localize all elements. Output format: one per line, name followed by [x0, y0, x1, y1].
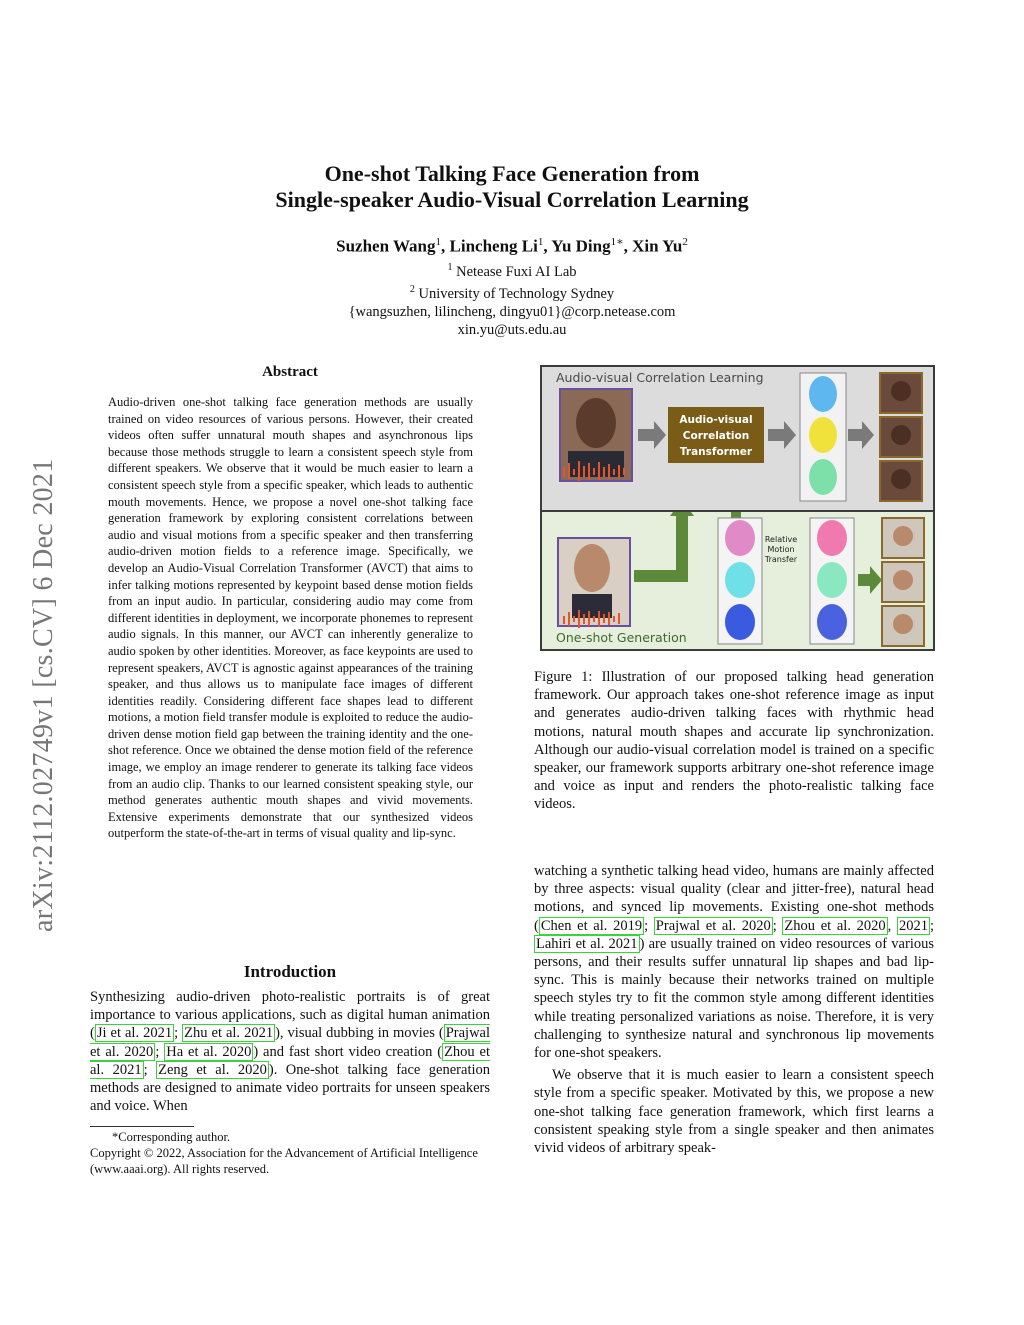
affiliation-1: $^1$ Netease Fuxi AI Lab	[447, 262, 577, 280]
citation-link[interactable]: Zhu et al. 2021	[184, 1025, 274, 1042]
author-mark: 1	[537, 236, 544, 248]
arrow-up-icon	[634, 512, 682, 576]
email-line-2: xin.yu@uts.edu.au	[457, 321, 567, 338]
arrow-right-icon	[858, 566, 882, 594]
introduction-heading: Introduction	[243, 962, 337, 981]
citation-link[interactable]: Lahiri et al. 2021	[536, 935, 638, 952]
citation-link[interactable]: Zhou et al. 2020	[784, 917, 886, 934]
citation-link[interactable]: Prajwal et al. 2020	[90, 1025, 491, 1060]
author-name: Suzhen Wang	[336, 236, 436, 256]
abstract-body: Audio-driven one-shot talking face generation methods are usually trained on video resources of various persons. However, their created videos often suffer unnatural mouth shapes and asynchronous lips because those methods struggle to learn a consistent speech style from different speakers. We observe that it would be much easier to learn a consistent speech style from a specific speaker, which leads to authentic mouth movements. Hence, we propose a novel one-shot talking face generation framework by exploring consistent correlations between audio and visual motions from a specific speaker and then transferring audio-driven motion fields to a reference image. Specifically, we develop an Audio-Visual Correlation Transformer (AVCT) that aims to infer talking motions represented by keypoint based dense motion fields from an input audio. In particular, considering audio may come from different identities in deployment, we incorporate phonemes to represent audio signals. In this manner, our AVCT can inherently generalize to audio spoken by other identities. Moreover, as face keypoints are used to represent speakers, AVCT is agnostic against appearances of the training speaker, and thus allows us to manipulate face images of different identities readily. Considering different face shapes lead to different motions, a motion field transfer module is exploited to reduce the audio-driven dense motion field gap between the training identity and the one-shot reference. Once we obtained the dense motion field of the reference image, we employ an image renderer to generate its talking face videos from an audio clip. Thanks to our learned consistent speaking style, our method generates authentic mouth shapes and vivid movements. Extensive experiments demonstrate that our synthesized videos outperform the state-of-the-art in terms of visual quality and lip-sync.	[108, 395, 473, 841]
paragraph: watching a synthetic talking head video, humans are mainly affected by three aspects: visual quality (clear and jitter-free), natural head motions, and synced lip movements. Existing one-shot methods ( Chen et al. 2019 ; Prajwal et al. 2020 ; Zhou et al. 2020 , 2021 ; Lahiri et al. 2021 ) are usually trained on video resources of various persons, and their results suffer unnatural lip shapes and bad lip-sync. This is mainly because their networks trained on multiple speech styles try to fit the common style among different identities while treating personalized variations as noise. Therefore, it is very challenging to synthesize natural and synchronous lip movements for one-shot speakers.	[534, 863, 934, 1062]
title-line-2: Single-speaker Audio-Visual Correlation Learning	[275, 187, 749, 212]
author-name: Xin Yu	[632, 236, 683, 256]
figure-top-label: Audio-visual Correlation Learning	[556, 370, 764, 385]
arrow-right-icon	[638, 421, 666, 449]
author-name: Lincheng Li	[449, 236, 538, 256]
citation-link[interactable]: Ha et al. 2020	[166, 1043, 252, 1060]
citation-link[interactable]: Prajwal et al. 2020	[655, 917, 771, 934]
figure-caption: Figure 1: Illustration of our proposed talking head generation framework. Our approach takes one-shot reference image as input and generates audio-driven talking faces with rhythmic head motions, natural mouth shapes and accurate lip synchronization. Although our audio-visual correlation model is trained on a specific speaker, our framework supports arbitrary one-shot reference image and voice as input and renders the photo-realistic talking face videos.	[534, 669, 934, 813]
author-mark: 2	[682, 236, 688, 248]
citation-link[interactable]: Ji et al. 2021	[96, 1025, 173, 1042]
footnote-copyright: Copyright © 2022, Association for the Advancement of Artificial Intelligence (www.aaai.org). All rights reserved.	[90, 1146, 478, 1176]
figure-top-panel	[542, 367, 933, 510]
affiliations	[150, 259, 874, 339]
figure-bottom-label: One-shot Generation	[556, 630, 687, 645]
citation-link[interactable]: Zhou et al. 2021	[90, 1043, 491, 1078]
introduction-body: Synthesizing audio-driven photo-realistic portraits is of great importance to various applications, such as digital human animation ( Ji et al. 2021 ; Zhu et al. 2021 ), visual dubbing in movies ( Prajwal et al. 2020 ; Ha et al. 2020 ) and fast short video creation ( Zhou et al. 2021 ; Zeng et al. 2020 ). One-shot talking face generation methods are designed to animate video portraits for unseen speakers and voice. When	[90, 989, 491, 1115]
arrow-right-icon	[848, 421, 874, 449]
author-list: Suzhen Wang$^1$, Lincheng Li$^1$, Yu Ding$^{1∗}$, Xin Yu$^2$	[336, 236, 688, 256]
footnote	[90, 1129, 490, 1177]
arxiv-id-text: arXiv:2112.02749v1 [cs.CV] 6 Dec 2021	[28, 458, 59, 932]
paper-title	[150, 161, 874, 213]
footnote-divider	[90, 1126, 194, 1127]
affiliation-2: $^2$ University of Technology Sydney	[409, 283, 615, 302]
author-name: Yu Ding	[551, 236, 611, 256]
citation-link[interactable]: Zeng et al. 2020	[158, 1061, 267, 1078]
citation-link[interactable]: Chen et al. 2019	[540, 917, 643, 934]
arxiv-identifier	[28, 357, 60, 932]
arrow-right-icon	[768, 421, 796, 449]
title-line-1: One-shot Talking Face Generation from	[324, 161, 700, 186]
relative-motion-transfer-label: Relative Motion Transfer	[764, 535, 798, 564]
right-column-body	[534, 862, 934, 1157]
citation-link[interactable]: 2021	[898, 917, 928, 934]
figure-1	[540, 365, 935, 651]
email-line-1: {wangsuzhen, lilincheng, dingyu01}@corp.netease.com	[348, 303, 676, 320]
abstract-heading: Abstract	[262, 364, 318, 380]
figure-bottom-panel	[542, 510, 933, 649]
avct-module-box: Audio-visual Correlation Transformer	[668, 407, 764, 463]
paragraph: We observe that it is much easier to learn a consistent speech style from a specific speaker. Motivated by this, we propose a new one-shot talking face generation framework, which first learns a consistent speaking style from a single speaker and then animates vivid videos of arbitrary speak-	[534, 1067, 934, 1157]
footnote-corresponding: *Corresponding author.	[112, 1130, 231, 1144]
author-mark: 1	[435, 236, 442, 248]
author-mark: 1∗	[610, 236, 624, 248]
speaker-face	[576, 398, 616, 448]
